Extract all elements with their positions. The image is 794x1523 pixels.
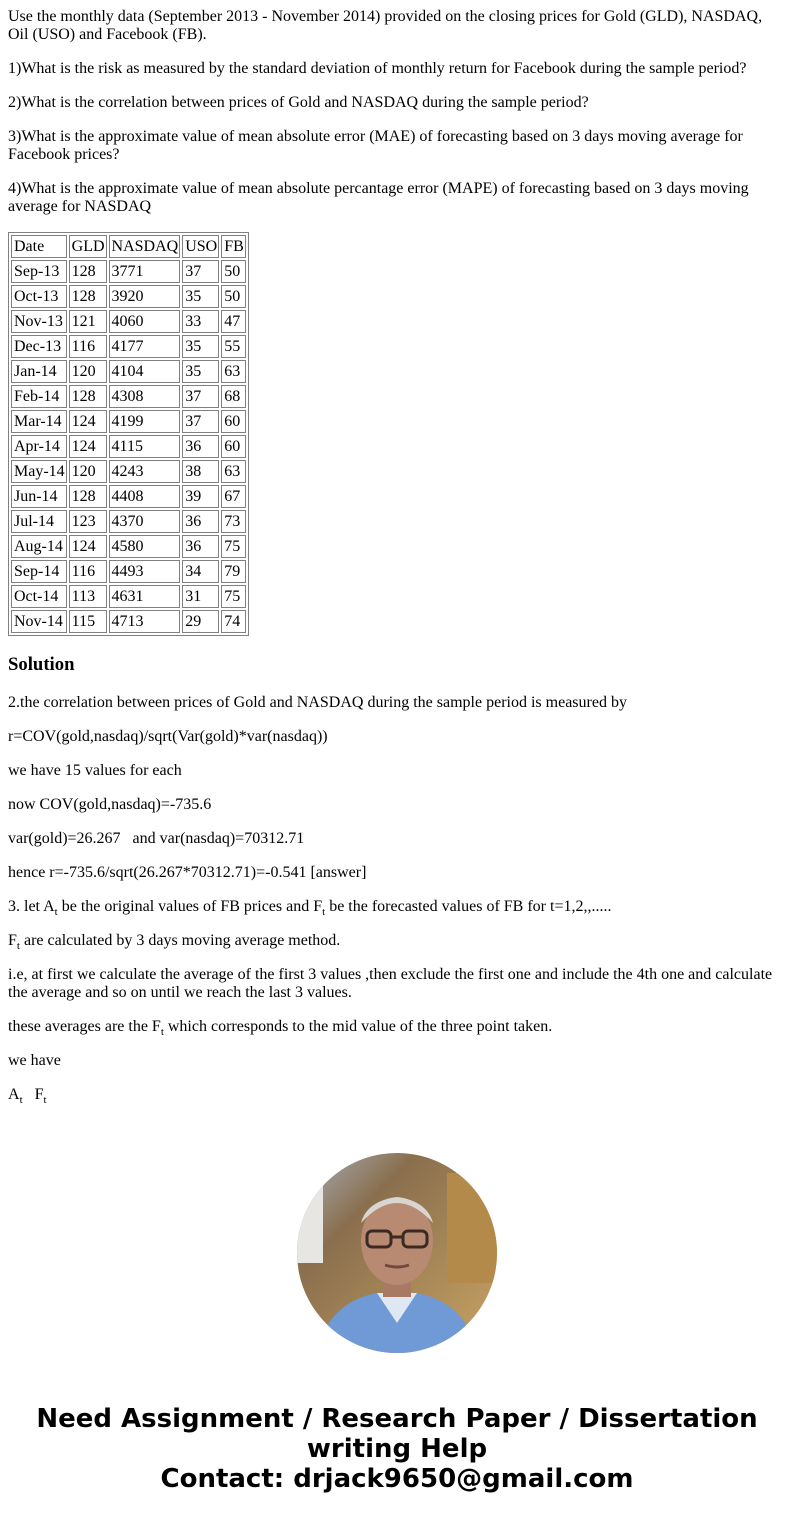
table-cell: 67 <box>221 485 246 508</box>
document-body <box>8 8 784 1120</box>
table-cell: 4243 <box>109 460 181 483</box>
table-cell: 4631 <box>109 585 181 608</box>
table-row <box>11 435 246 458</box>
column-label-a: A <box>8 1086 20 1103</box>
table-header-cell: Date <box>11 235 67 258</box>
text-run: be the forecasted values of FB for t=1,2,,..... <box>325 898 612 915</box>
table-cell: Nov-13 <box>11 310 67 333</box>
subscript: t <box>160 1026 164 1038</box>
table-cell: 37 <box>182 410 219 433</box>
table-cell: Aug-14 <box>11 535 67 558</box>
table-cell: 4308 <box>109 385 181 408</box>
table-header-cell: USO <box>182 235 219 258</box>
solution-paragraph: i.e, at first we calculate the average of the first 3 values ,then exclude the first one and include the 4th one and calculate the average and so on until we reach the last 3 values. <box>8 966 773 1001</box>
table-cell: 35 <box>182 335 219 358</box>
solution-formula: r=COV(gold,nasdaq)/sqrt(Var(gold)*var(nasdaq)) <box>8 728 328 745</box>
table-cell: 120 <box>69 360 107 383</box>
table-cell: Jun-14 <box>11 485 67 508</box>
table-cell: 36 <box>182 535 219 558</box>
question-3: 3)What is the approximate value of mean absolute error (MAE) of forecasting based on 3 days moving average for Facebook prices? <box>8 128 743 163</box>
table-cell: Dec-13 <box>11 335 67 358</box>
table-row <box>11 485 246 508</box>
table-cell: 33 <box>182 310 219 333</box>
solution-paragraph <box>8 1018 784 1036</box>
table-cell: 68 <box>221 385 246 408</box>
table-row <box>11 310 246 333</box>
table-cell: 36 <box>182 435 219 458</box>
table-cell: 3771 <box>109 260 181 283</box>
table-row <box>11 410 246 433</box>
table-cell: 128 <box>69 485 107 508</box>
table-cell: 34 <box>182 560 219 583</box>
table-row <box>11 335 246 358</box>
table-cell: 113 <box>69 585 107 608</box>
text-run: are calculated by 3 days moving average method. <box>19 932 341 949</box>
table-cell: 124 <box>69 435 107 458</box>
table-cell: 116 <box>69 560 107 583</box>
promo-contact: Contact: drjack9650@gmail.com <box>160 1464 634 1494</box>
table-cell: 4713 <box>109 610 181 633</box>
promo-line: Need Assignment / Research Paper / Dissertation <box>36 1404 758 1434</box>
table-row <box>11 285 246 308</box>
table-cell: 60 <box>221 410 246 433</box>
author-portrait <box>297 1153 497 1353</box>
author-avatar <box>297 1153 497 1353</box>
table-cell: 4408 <box>109 485 181 508</box>
text-run: be the original values of FB prices and F <box>57 898 323 915</box>
table-cell: 38 <box>182 460 219 483</box>
table-cell: 36 <box>182 510 219 533</box>
table-cell: Sep-13 <box>11 260 67 283</box>
text-run: which corresponds to the mid value of the three point taken. <box>163 1018 553 1035</box>
table-cell: 50 <box>221 285 246 308</box>
table-cell: Feb-14 <box>11 385 67 408</box>
table-cell: 47 <box>221 310 246 333</box>
table-cell: Apr-14 <box>11 435 67 458</box>
table-cell: 4060 <box>109 310 181 333</box>
table-cell: 128 <box>69 260 107 283</box>
solution-paragraph: we have 15 values for each <box>8 762 182 779</box>
table-cell: Oct-14 <box>11 585 67 608</box>
table-header-cell: FB <box>221 235 246 258</box>
table-cell: 79 <box>221 560 246 583</box>
subscript: t <box>43 1094 47 1106</box>
question-1: 1)What is the risk as measured by the standard deviation of monthly return for Facebook during the sample period? <box>8 60 747 77</box>
table-row <box>11 585 246 608</box>
table-cell: 74 <box>221 610 246 633</box>
table-cell: 4104 <box>109 360 181 383</box>
table-header-row <box>11 235 246 258</box>
table-cell: 35 <box>182 360 219 383</box>
question-2: 2)What is the correlation between prices of Gold and NASDAQ during the sample period? <box>8 94 589 111</box>
table-cell: 29 <box>182 610 219 633</box>
table-cell: 75 <box>221 535 246 558</box>
table-cell: 4115 <box>109 435 181 458</box>
solution-paragraph: 2.the correlation between prices of Gold and NASDAQ during the sample period is measured by <box>8 694 627 711</box>
table-cell: 4370 <box>109 510 181 533</box>
text-run: 3. let A <box>8 898 55 915</box>
table-cell: 128 <box>69 285 107 308</box>
table-header-cell: NASDAQ <box>109 235 181 258</box>
column-labels <box>8 1086 784 1104</box>
table-row <box>11 260 246 283</box>
solution-answer: hence r=-735.6/sqrt(26.267*70312.71)=-0.541 [answer] <box>8 864 367 881</box>
column-label-f: F <box>34 1086 44 1103</box>
table-cell: Jan-14 <box>11 360 67 383</box>
table-row <box>11 460 246 483</box>
table-cell: 4177 <box>109 335 181 358</box>
table-cell: 50 <box>221 260 246 283</box>
table-cell: 63 <box>221 360 246 383</box>
table-cell: 31 <box>182 585 219 608</box>
subscript: t <box>322 906 326 918</box>
text-run: these averages are the F <box>8 1018 161 1035</box>
table-cell: 63 <box>221 460 246 483</box>
table-cell: 37 <box>182 260 219 283</box>
solution-paragraph <box>8 932 784 950</box>
table-cell: 37 <box>182 385 219 408</box>
text-run: F <box>8 932 17 949</box>
table-cell: May-14 <box>11 460 67 483</box>
table-cell: Nov-14 <box>11 610 67 633</box>
table-cell: 55 <box>221 335 246 358</box>
table-row <box>11 510 246 533</box>
table-cell: Oct-13 <box>11 285 67 308</box>
table-cell: 115 <box>69 610 107 633</box>
subscript: t <box>54 906 58 918</box>
promo-line: writing Help <box>306 1434 488 1464</box>
table-cell: 121 <box>69 310 107 333</box>
table-cell: 4580 <box>109 535 181 558</box>
table-cell: 60 <box>221 435 246 458</box>
table-cell: Sep-14 <box>11 560 67 583</box>
solution-paragraph <box>8 898 784 916</box>
promo-banner <box>0 1404 794 1494</box>
table-cell: 128 <box>69 385 107 408</box>
table-cell: 35 <box>182 285 219 308</box>
question-intro: Use the monthly data (September 2013 - November 2014) provided on the closing prices for Gold (GLD), NASDAQ, Oil (USO) and Facebook (FB). <box>8 8 763 43</box>
solution-variances: var(gold)=26.267 and var(nasdaq)=70312.71 <box>8 830 305 847</box>
table-cell: 120 <box>69 460 107 483</box>
table-cell: 75 <box>221 585 246 608</box>
table-row <box>11 560 246 583</box>
solution-paragraph: we have <box>8 1052 61 1069</box>
table-row <box>11 610 246 633</box>
table-cell: Mar-14 <box>11 410 67 433</box>
table-cell: 4493 <box>109 560 181 583</box>
table-header-cell: GLD <box>69 235 107 258</box>
table-cell: 4199 <box>109 410 181 433</box>
table-cell: 3920 <box>109 285 181 308</box>
solution-covariance: now COV(gold,nasdaq)=-735.6 <box>8 796 212 813</box>
table-cell: 116 <box>69 335 107 358</box>
table-cell: 73 <box>221 510 246 533</box>
table-row <box>11 385 246 408</box>
table-row <box>11 360 246 383</box>
table-cell: 124 <box>69 535 107 558</box>
table-cell: 39 <box>182 485 219 508</box>
table-cell: 124 <box>69 410 107 433</box>
subscript: t <box>19 1094 23 1106</box>
subscript: t <box>16 940 20 952</box>
table-row <box>11 535 246 558</box>
question-4: 4)What is the approximate value of mean absolute percantage error (MAPE) of forecasting based on 3 days moving average for NASDAQ <box>8 180 749 215</box>
prices-table <box>8 232 249 636</box>
table-cell: 123 <box>69 510 107 533</box>
table-cell: Jul-14 <box>11 510 67 533</box>
solution-heading: Solution <box>8 654 75 675</box>
